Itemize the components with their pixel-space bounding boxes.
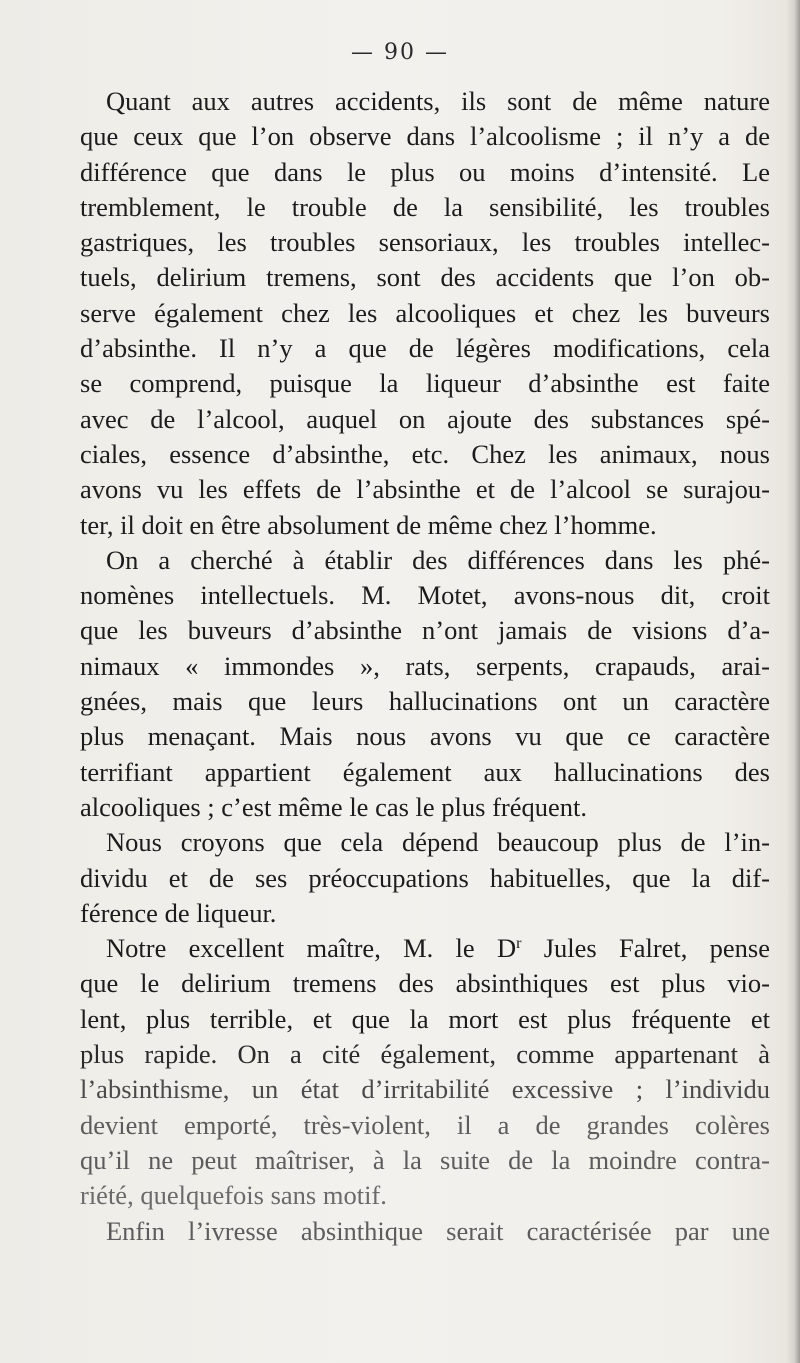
page-edge-shadow: [786, 0, 800, 1363]
text-line: serve également chez les alcooliques et chez les buveurs: [80, 297, 770, 328]
text-segment: Notre excellent maître, M. le D: [106, 933, 517, 964]
text-line: plus menaçant. Mais nous avons vu que ce caractère: [80, 721, 770, 752]
text-line: nomènes intellectuels. M. Motet, avons-nous dit, croit: [80, 580, 770, 611]
text-line: férence de liqueur.: [80, 897, 277, 928]
text-line: plus rapide. On a cité également, comme appartenant à: [80, 1039, 770, 1070]
text-line: que le delirium tremens des absinthiques est plus vio-: [80, 968, 770, 999]
text-line: que ceux que l’on observe dans l’alcoolisme ; il n’y a de: [80, 121, 770, 152]
text-line: riété, quelquefois sans motif.: [80, 1180, 387, 1211]
text-line: Quant aux autres accidents, ils sont de même nature: [106, 86, 770, 116]
text-line: ciales, essence d’absinthe, etc. Chez les animaux, nous: [80, 438, 770, 469]
text-line: gastriques, les troubles sensoriaux, les troubles intellec-: [80, 227, 770, 258]
text-line: terrifiant appartient également aux hallucinations des: [80, 756, 770, 787]
text-line: avons vu les effets de l’absinthe et de l’alcool se surajou-: [80, 474, 770, 505]
text-line: d’absinthe. Il n’y a que de légères modifications, cela: [80, 333, 770, 364]
text-line: l’absinthisme, un état d’irritabilité excessive ; l’individu: [80, 1074, 770, 1105]
text-segment: Jules Falret, pense: [521, 933, 771, 964]
text-line: que les buveurs d’absinthe n’ont jamais de visions d’a-: [80, 615, 770, 646]
text-line: [80, 931, 770, 966]
text-line: nimaux « immondes », rats, serpents, crapauds, arai-: [80, 650, 770, 681]
text-line: qu’il ne peut maîtriser, à la suite de la moindre contra-: [80, 1144, 770, 1175]
text-line: ter, il doit en être absolument de même chez l’homme.: [80, 509, 657, 540]
text-line: différence que dans le plus ou moins d’intensité. Le: [80, 156, 770, 187]
text-line: Nous croyons que cela dépend beaucoup plus de l’in-: [106, 827, 770, 858]
text-line: avec de l’alcool, auquel on ajoute des substances spé-: [80, 403, 770, 434]
text-line: gnées, mais que leurs hallucinations ont un caractère: [80, 686, 770, 717]
text-line: devient emporté, très-violent, il a de grandes colères: [80, 1109, 770, 1140]
text-line: se comprend, puisque la liqueur d’absinthe est faite: [80, 368, 770, 399]
text-line: On a cherché à établir des différences dans les phé-: [106, 544, 770, 575]
text-line: dividu et de ses préoccupations habituelles, que la dif-: [80, 862, 770, 893]
text-line: lent, plus terrible, et que la mort est plus fréquente et: [80, 1003, 770, 1034]
superscript: r: [516, 935, 522, 953]
body-text: [80, 84, 770, 1249]
text-line: alcooliques ; c’est même le cas le plus fréquent.: [80, 791, 587, 822]
text-line: tuels, delirium tremens, sont des accidents que l’on ob-: [80, 262, 770, 293]
text-line: tremblement, le trouble de la sensibilité, les troubles: [80, 191, 770, 222]
text-line: Enfin l’ivresse absinthique serait caractérisée par une: [106, 1215, 770, 1246]
page-number: — 90 —: [351, 40, 449, 65]
